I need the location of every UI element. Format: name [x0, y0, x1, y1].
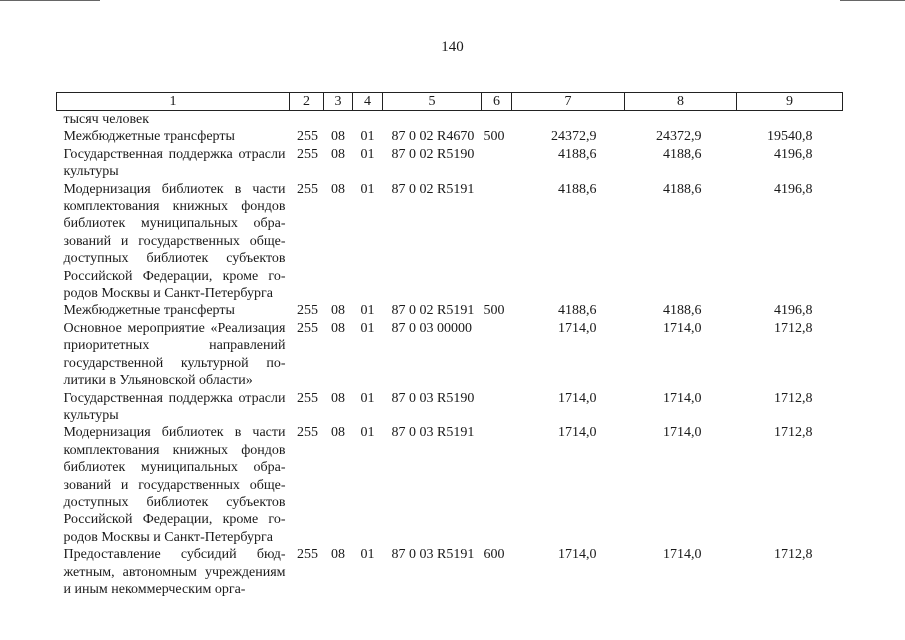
- scan-edge-line-top-left: [0, 0, 100, 1]
- row-value-c7: 1714,0: [558, 390, 597, 406]
- row-value-c8: 1714,0: [663, 320, 702, 336]
- row-name: тысяч человек: [63, 112, 150, 127]
- row-code-c6: [482, 424, 512, 546]
- row-code-c5: 87 0 02 R5191: [391, 303, 475, 319]
- row-value-c8: 24372,9: [656, 129, 702, 145]
- table-row: [57, 424, 843, 546]
- row-code-c4: 01: [360, 425, 375, 441]
- column-header: 4: [353, 93, 383, 111]
- row-value-c8: 1714,0: [663, 547, 702, 563]
- row-value-c9: 4196,8: [774, 303, 813, 319]
- column-header: 7: [512, 93, 625, 111]
- row-code-c3: 08: [331, 547, 345, 563]
- column-header: 8: [625, 93, 737, 111]
- scan-edge-line-top-right: [840, 0, 905, 1]
- row-value-c7: 1714,0: [558, 425, 597, 441]
- row-code-c4: 01: [360, 547, 375, 563]
- column-header: 1: [57, 93, 290, 111]
- row-code-c5: 87 0 03 R5190: [391, 390, 475, 406]
- row-value-c8: 4188,6: [663, 303, 702, 319]
- row-code-c4: 01: [360, 303, 375, 319]
- column-header: 9: [737, 93, 843, 111]
- row-code-c5: 87 0 03 00000: [391, 320, 472, 336]
- row-value-c9: 1712,8: [774, 320, 813, 336]
- row-code-c6: 600: [483, 547, 505, 563]
- row-value-c9: [737, 111, 843, 129]
- column-header: 6: [482, 93, 512, 111]
- row-code-c6: [482, 111, 512, 129]
- row-value-c7: 24372,9: [551, 129, 597, 145]
- table-row: [57, 320, 843, 390]
- row-name: Предоставление субсидий бюджетным, автономным учреждениям и иным некоммерческим орга-: [63, 547, 286, 597]
- row-value-c7: 4188,6: [558, 303, 597, 319]
- table-row: [57, 546, 843, 598]
- row-name: Модернизация библиотек в части комплектования книжных фондов библиотек муниципальных образований и государственных общедоступных библиотек субъектов Российской Федерации, кроме городов Москвы и Санкт-Петербурга: [63, 181, 286, 302]
- budget-table: [56, 92, 843, 598]
- table-row: [57, 146, 843, 181]
- column-header: 5: [383, 93, 482, 111]
- row-code-c4: 01: [360, 390, 375, 406]
- row-code-c4: 01: [360, 320, 375, 336]
- row-name: Основное мероприятие «Реализация приоритетных направлений государственной культурной политики в Ульяновской области»: [63, 320, 286, 389]
- row-code-c3: 08: [331, 303, 345, 319]
- row-code-c6: [482, 146, 512, 181]
- row-value-c9: 1712,8: [774, 390, 813, 406]
- row-code-c3: 08: [331, 320, 345, 336]
- row-value-c8: 1714,0: [663, 425, 702, 441]
- row-code-c5: 87 0 02 R4670: [391, 129, 475, 145]
- table-row: [57, 128, 843, 145]
- row-code-c2: 255: [297, 390, 318, 406]
- row-code-c5: [383, 111, 482, 129]
- row-code-c2: [290, 111, 324, 129]
- row-code-c5: 87 0 02 R5190: [391, 146, 475, 162]
- table-header-row: [57, 93, 843, 111]
- row-code-c6: [482, 320, 512, 390]
- table-row: [57, 302, 843, 319]
- row-code-c6: [482, 181, 512, 303]
- row-name: Государственная поддержка отрасли культуры: [63, 146, 286, 180]
- row-value-c8: [625, 111, 737, 129]
- row-value-c7: 4188,6: [558, 146, 597, 162]
- row-code-c2: 255: [297, 303, 318, 319]
- row-code-c2: 255: [297, 547, 318, 563]
- row-code-c3: [324, 111, 353, 129]
- table-row: [57, 111, 843, 129]
- row-code-c2: 255: [297, 129, 318, 145]
- row-value-c7: 1714,0: [558, 547, 597, 563]
- row-code-c3: 08: [331, 129, 345, 145]
- row-code-c3: 08: [331, 181, 345, 197]
- row-code-c2: 255: [297, 146, 318, 162]
- row-code-c2: 255: [297, 425, 318, 441]
- row-code-c4: 01: [360, 129, 375, 145]
- row-value-c8: 1714,0: [663, 390, 702, 406]
- table-row: [57, 390, 843, 425]
- row-code-c5: 87 0 03 R5191: [391, 547, 475, 563]
- row-value-c9: 4196,8: [774, 181, 813, 197]
- row-code-c4: 01: [360, 146, 375, 162]
- row-name: Межбюджетные трансферты: [63, 129, 235, 145]
- row-name: Государственная поддержка отрасли культуры: [63, 390, 286, 423]
- row-value-c7: 1714,0: [558, 320, 597, 336]
- row-code-c5: 87 0 03 R5191: [391, 425, 475, 441]
- column-header: 2: [290, 93, 324, 111]
- row-code-c6: [482, 390, 512, 425]
- row-value-c9: 1712,8: [774, 425, 813, 441]
- row-code-c5: 87 0 02 R5191: [391, 181, 475, 197]
- page-number: 140: [441, 39, 464, 55]
- row-name: Межбюджетные трансферты: [63, 303, 235, 319]
- row-code-c6: 500: [483, 303, 505, 319]
- row-code-c4: [353, 111, 383, 129]
- row-value-c7: [512, 111, 625, 129]
- row-value-c8: 4188,6: [663, 181, 702, 197]
- table-row: [57, 181, 843, 303]
- row-code-c2: 255: [297, 181, 318, 197]
- row-name: Модернизация библиотек в части комплектования книжных фондов библиотек муниципальных образований и государственных общедоступных библиотек субъектов Российской Федерации, кроме городов Москвы и Санкт-Петербурга: [63, 425, 286, 545]
- row-code-c4: 01: [360, 181, 375, 197]
- row-value-c9: 1712,8: [774, 547, 813, 563]
- row-value-c9: 4196,8: [774, 146, 813, 162]
- column-header: 3: [324, 93, 353, 111]
- row-code-c6: 500: [483, 129, 505, 145]
- row-code-c3: 08: [331, 390, 345, 406]
- row-value-c8: 4188,6: [663, 146, 702, 162]
- row-value-c9: 19540,8: [767, 129, 813, 145]
- row-value-c7: 4188,6: [558, 181, 597, 197]
- row-code-c3: 08: [331, 146, 345, 162]
- row-code-c3: 08: [331, 425, 345, 441]
- row-code-c2: 255: [297, 320, 318, 336]
